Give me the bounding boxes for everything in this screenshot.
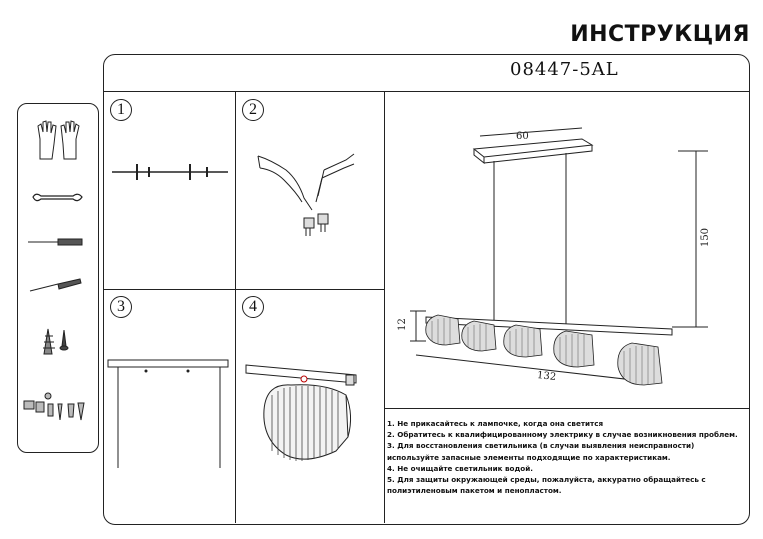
note-line: 2. Обратитесь к квалифицированному электрику в случае возникновения проблем. bbox=[387, 430, 738, 440]
tools-panel bbox=[17, 103, 99, 453]
column-divider-2 bbox=[384, 91, 385, 523]
step-number-2: 2 bbox=[242, 99, 264, 121]
page-title: ИНСТРУКЦИЯ bbox=[570, 22, 750, 47]
note-line: 5. Для защиты окружающей среды, пожалуйста, аккуратно обращайтесь с bbox=[387, 475, 706, 485]
step-number-1: 1 bbox=[110, 99, 132, 121]
dimension-width-top: 60 bbox=[516, 131, 529, 142]
note-line: 3. Для восстановления светильника (в случаи выявления неисправности) bbox=[387, 441, 695, 451]
step-1-illustration bbox=[104, 140, 234, 200]
hardware-kit-icon bbox=[24, 393, 84, 420]
dimension-height: 150 bbox=[700, 227, 712, 248]
note-line: используйте запасные элементы подходящие по характеристикам. bbox=[387, 452, 671, 462]
step-number-4: 4 bbox=[242, 296, 264, 318]
wrench-icon bbox=[33, 194, 82, 200]
note-line: полиэтиленовым пакетом и пенопластом. bbox=[387, 486, 562, 496]
note-line: 1. Не прикасайтесь к лампочке, когда она светится bbox=[387, 419, 604, 428]
wall-plug-screw-icon bbox=[43, 329, 68, 354]
note-line: 4. Не очищайте светильник водой. bbox=[387, 463, 533, 473]
safety-notes bbox=[387, 418, 747, 496]
screwdriver-icon bbox=[28, 239, 82, 245]
row-divider bbox=[103, 289, 385, 290]
step-number-3: 3 bbox=[110, 296, 132, 318]
screwdriver-flat-icon bbox=[30, 279, 81, 291]
dimension-shade-height: 12 bbox=[396, 318, 408, 331]
notes-divider bbox=[384, 408, 749, 409]
product-drawing bbox=[386, 93, 748, 407]
header-divider bbox=[103, 91, 749, 92]
step-4-illustration bbox=[236, 355, 384, 485]
gloves-icon bbox=[38, 121, 79, 159]
step-3-illustration bbox=[104, 350, 234, 480]
step-2-illustration bbox=[236, 140, 384, 250]
dimension-length: 132 bbox=[536, 370, 557, 383]
model-number: 08447-5AL bbox=[510, 59, 619, 80]
